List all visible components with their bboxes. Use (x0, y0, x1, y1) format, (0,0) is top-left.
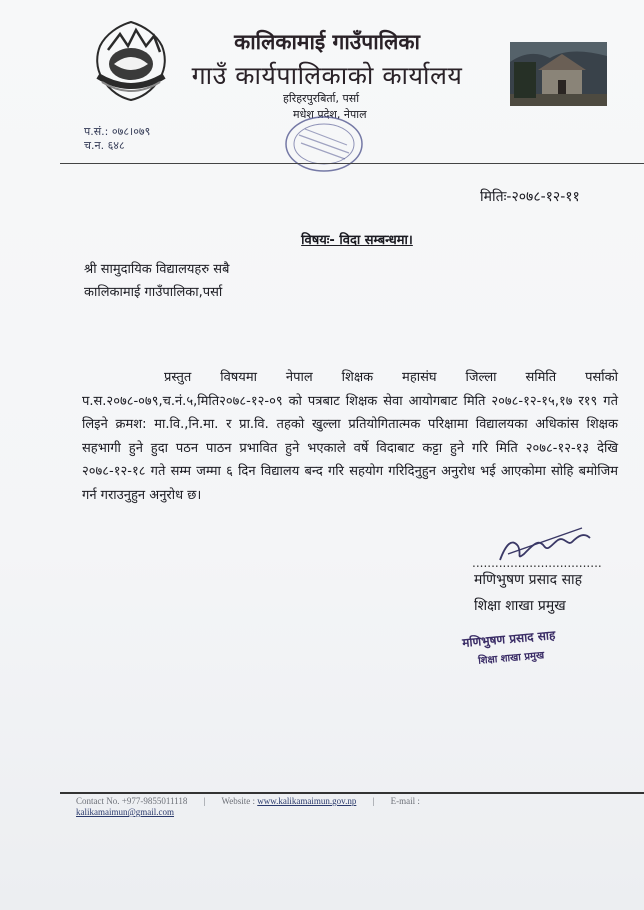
header-divider (60, 163, 644, 164)
office-building-photo (510, 42, 607, 106)
municipality-name: कालिकामाई गाउँपालिका (234, 30, 420, 54)
contact-number: Contact No. +977-9855011118 (76, 796, 188, 806)
footer-email-line (76, 807, 174, 817)
svg-text:..............................: .................................. (472, 556, 602, 570)
footer-contact-line (76, 796, 420, 806)
website-link[interactable]: www.kalikamaimun.gov.np (257, 796, 357, 806)
footer-separator: | (372, 796, 375, 806)
reference-number: प.सं.: ०७८।०७९ (84, 125, 151, 138)
website-label: Website : (221, 796, 256, 806)
handwritten-signature (472, 524, 622, 570)
address-line-1: हरिहरपुरबिर्ता, पर्सा (283, 92, 360, 105)
signatory-seal-title: शिक्षा शाखा प्रमुख (477, 650, 545, 667)
office-name: गाउँ कार्यपालिकाको कार्यालय (191, 61, 463, 90)
email-label: E-mail : (390, 796, 420, 806)
signatory-name: मणिभुषण प्रसाद साह (474, 572, 583, 588)
address-line-2: मधेश प्रदेश, नेपाल (293, 108, 367, 121)
recipient-line-1: श्री सामुदायिक विद्यालयहरु सबै (84, 262, 230, 277)
building-photo-icon (510, 42, 607, 106)
signatory-title: शिक्षा शाखा प्रमुख (474, 598, 566, 614)
letter-date: मितिः-२०७८-१२-११ (480, 189, 580, 205)
letter-body: प्रस्तुत विषयमा नेपाल शिक्षक महासंघ जिल्ला समिति पर्साको प.स.२०७८-०७९,च.नं.५,मिति२०७८-१२-०९ को पत्रबाट शिक्षक सेवा आयोगबाट मिति २०७८-१२-१५,१७ र१९ गते लिइने क्रमश: मा.वि.,नि.मा. र प्रा.वि. तहको खुल्ला प्रतियोगितात्मक परिक्षामा विद्यालयका अधिकांस शिक्षक सहभागी हुने हुदा पठन पाठन प्रभावित हुने भएकाले वर्षे विदाबाट कट्टा हुने गरि मिति २०७८-१२-१३ देखि २०७८-१२-१८ गते सम्म जम्मा ६ दिन विद्यालय बन्द गरि सहयोग गरिदिनुहुन अनुरोध भई आएकोमा सोहि बमोजिम गर्न गराउनुहुन अनुरोध छ। (82, 370, 618, 503)
footer-divider (60, 792, 644, 794)
footer-separator: | (203, 796, 206, 806)
dispatch-number: च.न. ६४८ (84, 139, 125, 152)
recipient-line-2: कालिकामाई गाउँपालिका,पर्सा (84, 285, 223, 300)
letter-subject: विषयः- विदा सम्बन्धमा। (301, 233, 413, 248)
email-link[interactable]: kalikamaimun@gmail.com (76, 807, 175, 817)
office-stamp-seal (283, 113, 365, 175)
signatory-seal-name: मणिभुषण प्रसाद साह (461, 627, 556, 651)
